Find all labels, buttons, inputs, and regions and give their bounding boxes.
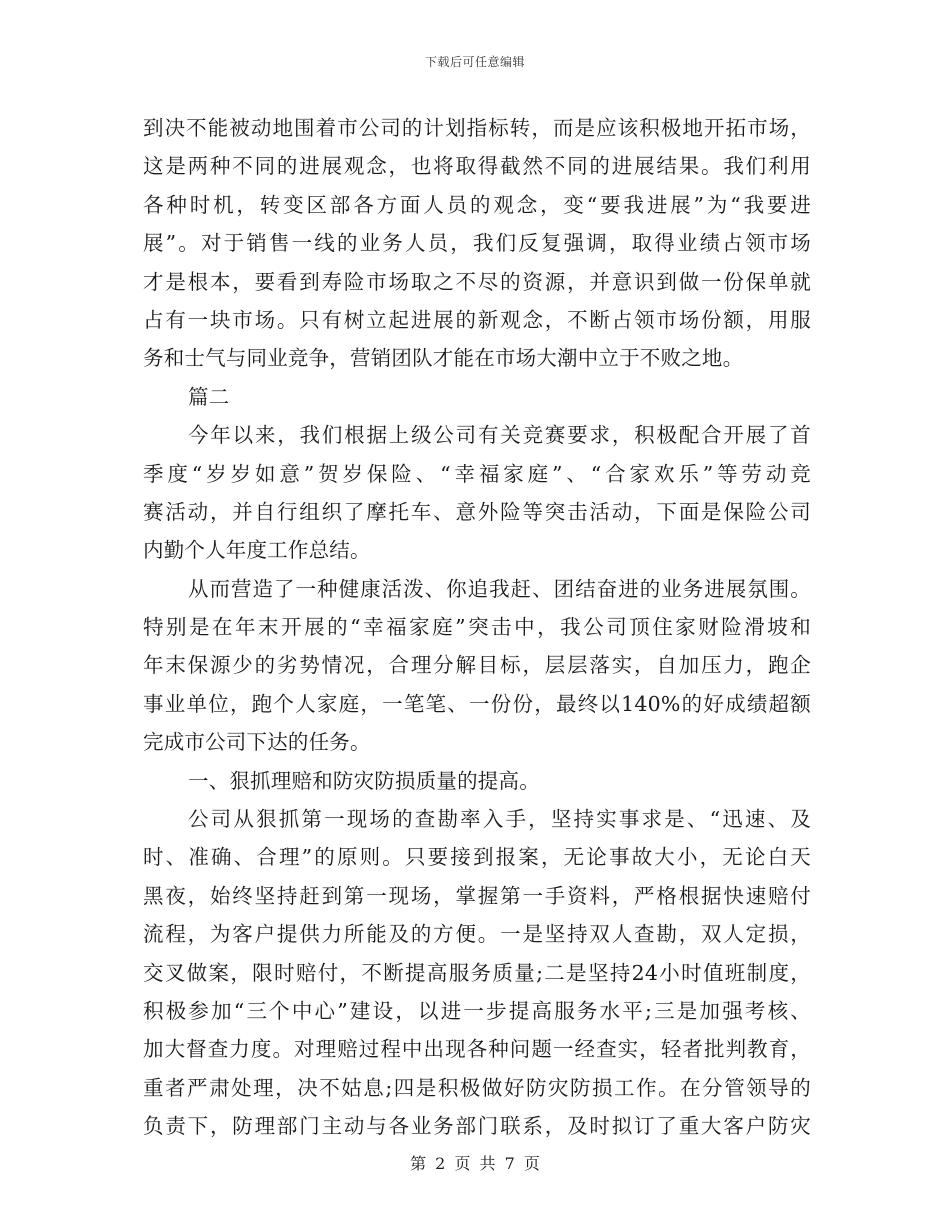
- paragraph: [143, 109, 811, 378]
- text-line: 占有一块市场。只有树立起进展的新观念，不断占领市场份额，用服: [143, 307, 811, 332]
- text-line: 积极参加“三个中心”建设，以进一步提高服务水平;三是加强考核、: [143, 998, 811, 1023]
- section-heading: [143, 762, 811, 800]
- text-line: 特别是在年末开展的“幸福家庭”突击中，我公司顶住家财险滑坡和: [143, 615, 811, 640]
- text-line: 务和士气与同业竞争，营销团队才能在市场大潮中立于不败之地。: [143, 346, 744, 371]
- text-line: 时、准确、合理”的原则。只要接到报案，无论事故大小，无论白天: [143, 845, 811, 870]
- text-line: 各种时机，转变区部各方面人员的观念，变“要我进展”为“我要进: [143, 192, 811, 217]
- header-note: 下载后可任意编辑: [424, 55, 525, 69]
- text-line: 事业单位，跑个人家庭，一笔笔、一份份，最终以140%的好成绩超额: [143, 691, 811, 716]
- text-line: 从而营造了一种健康活泼、你追我赶、团结奋进的业务进展氛围。: [188, 576, 811, 601]
- text-line: 才是根本，要看到寿险市场取之不尽的资源，并意识到做一份保单就: [143, 269, 811, 294]
- text-line: 公司从狠抓第一现场的查勘率入手，坚持实事求是、“迅速、及: [188, 807, 811, 832]
- text-line: 展”。对于销售一线的业务人员，我们反复强调，取得业绩占领市场: [143, 231, 811, 256]
- text-line: 流程，为客户提供力所能及的方便。一是坚持双人查勘，双人定损，: [143, 922, 811, 947]
- text-line: 完成市公司下达的任务。: [143, 730, 371, 755]
- text-line: 内勤个人年度工作总结。: [143, 538, 371, 563]
- text-line: 今年以来，我们根据上级公司有关竞赛要求，积极配合开展了首: [188, 423, 811, 448]
- text-line: 加大督查力度。对理赔过程中出现各种问题一经查实，轻者批判教育，: [143, 1037, 811, 1062]
- section-heading: [143, 378, 811, 416]
- paragraph: [143, 416, 811, 570]
- text-line: 一、狠抓理赔和防灾防损质量的提高。: [188, 768, 540, 793]
- text-line: 负责下，防理部门主动与各业务部门联系，及时拟订了重大客户防灾: [143, 1114, 811, 1139]
- text-line: 这是两种不同的进展观念，也将取得截然不同的进展结果。我们利用: [143, 154, 811, 179]
- text-line: 季度“岁岁如意”贺岁保险、“幸福家庭”、“合家欢乐”等劳动竞: [143, 461, 811, 486]
- paragraph: [143, 570, 811, 762]
- text-line: 交叉做案，限时赔付，不断提高服务质量;二是坚持24小时值班制度，: [143, 960, 811, 985]
- page-number-footer: 第 2 页 共 7 页: [410, 1154, 540, 1173]
- text-line: 到决不能被动地围着市公司的计划指标转，而是应该积极地开拓市场，: [143, 116, 811, 140]
- text-line: 重者严肃处理，决不姑息;四是积极做好防灾防损工作。在分管领导的: [143, 1075, 811, 1100]
- paragraph: [143, 800, 811, 1146]
- text-line: 黑夜，始终坚持赶到第一现场，掌握第一手资料，严格根据快速赔付: [143, 883, 811, 908]
- text-line: 赛活动，并自行组织了摩托车、意外险等突击活动，下面是保险公司: [143, 499, 811, 524]
- document-body: [143, 109, 811, 1146]
- text-line: 年末保源少的劣势情况，合理分解目标，层层落实，自加压力，跑企: [143, 653, 811, 678]
- text-line: 篇二: [188, 384, 230, 409]
